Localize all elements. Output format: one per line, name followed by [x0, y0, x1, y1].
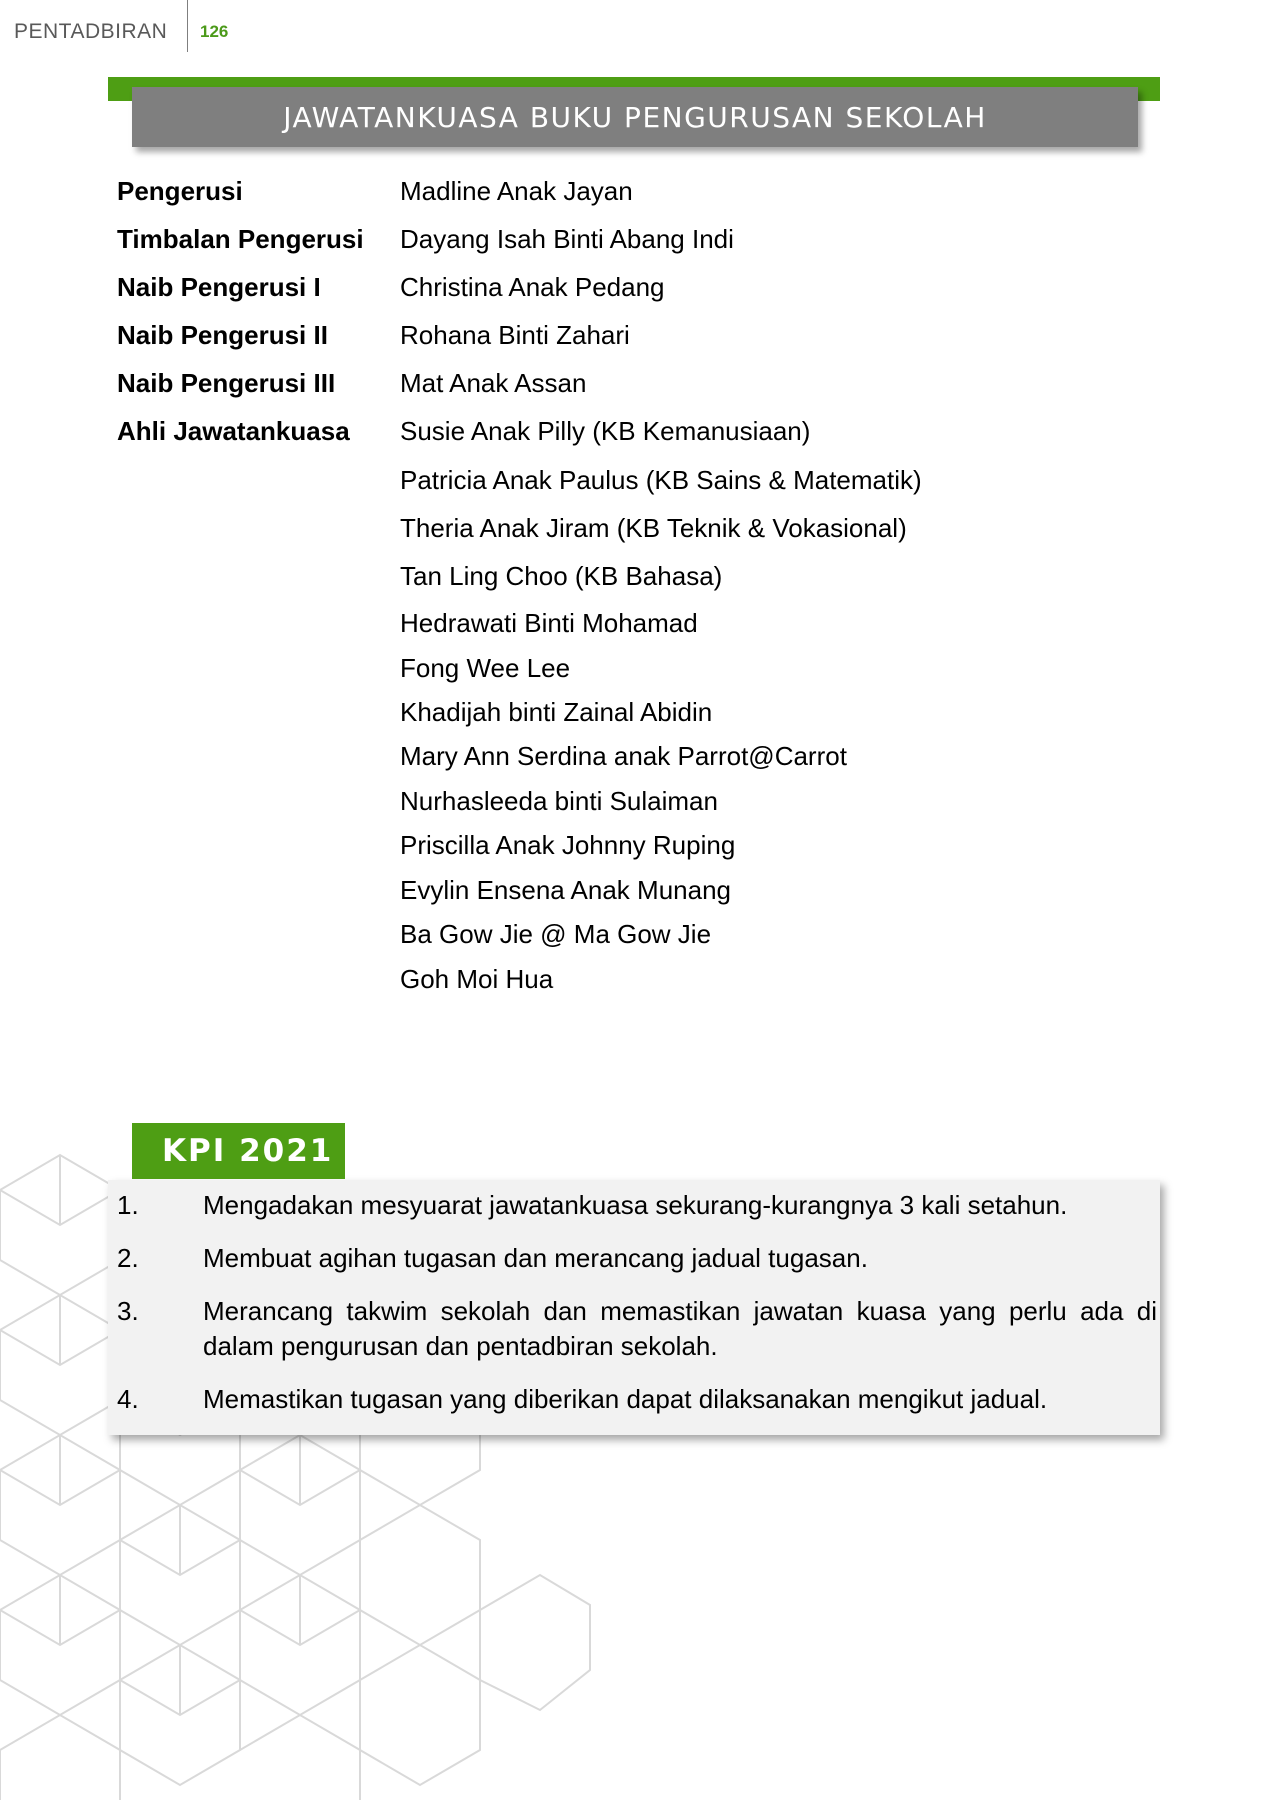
- kpi-number: 1.: [117, 1190, 139, 1220]
- committee-row: [117, 368, 1157, 416]
- member-name: Evylin Ensena Anak Munang: [400, 875, 731, 905]
- member-names: [400, 368, 1157, 416]
- member-names: [400, 176, 1157, 224]
- member-name: Goh Moi Hua: [400, 964, 554, 994]
- kpi-number: 4.: [117, 1384, 139, 1414]
- member-name: Patricia Anak Paulus (KB Sains & Matematik): [400, 465, 922, 495]
- kpi-number: 3.: [117, 1296, 139, 1326]
- kpi-item: [117, 1294, 1157, 1364]
- member-name: Susie Anak Pilly (KB Kemanusiaan): [400, 416, 811, 446]
- role-label: Naib Pengerusi II: [117, 320, 328, 350]
- member-names: [400, 320, 1157, 368]
- role-label: Ahli Jawatankuasa: [117, 416, 350, 446]
- member-name: Mary Ann Serdina anak Parrot@Carrot: [400, 741, 847, 771]
- kpi-item: [117, 1188, 1157, 1223]
- member-name: Hedrawati Binti Mohamad: [400, 608, 698, 638]
- kpi-list: [117, 1188, 1157, 1435]
- role-label: Timbalan Pengerusi: [117, 224, 364, 254]
- member-name: Fong Wee Lee: [400, 653, 571, 683]
- member-name: Priscilla Anak Johnny Ruping: [400, 830, 736, 860]
- member-name: Christina Anak Pedang: [400, 272, 665, 302]
- committee-row: [117, 320, 1157, 368]
- member-name: Mat Anak Assan: [400, 368, 587, 398]
- member-names: [400, 224, 1157, 272]
- committee-row: [117, 272, 1157, 320]
- kpi-text: Membuat agihan tugasan dan merancang jadual tugasan.: [203, 1243, 868, 1273]
- committee-row: [117, 416, 1157, 1008]
- kpi-item: [117, 1241, 1157, 1276]
- role-label: Naib Pengerusi I: [117, 272, 321, 302]
- section-name: PENTADBIRAN: [14, 20, 168, 43]
- kpi-text: Merancang takwim sekolah dan memastikan jawatan kuasa yang perlu ada di dalam pengurusan dan pentadbiran sekolah.: [203, 1296, 1157, 1361]
- kpi-tab: [132, 1123, 345, 1179]
- kpi-item: [117, 1382, 1157, 1417]
- header-divider: [187, 0, 188, 52]
- member-names: [400, 416, 1157, 1008]
- role-label: Naib Pengerusi III: [117, 368, 336, 398]
- member-name: Tan Ling Choo (KB Bahasa): [400, 561, 723, 591]
- member-name: Ba Gow Jie @ Ma Gow Jie: [400, 919, 712, 949]
- kpi-title: KPI 2021: [162, 1133, 334, 1169]
- member-name: Theria Anak Jiram (KB Teknik & Vokasional): [400, 513, 907, 543]
- committee-row: [117, 224, 1157, 272]
- committee-list: [117, 176, 1157, 1008]
- member-names: [400, 272, 1157, 320]
- page-number: 126: [200, 22, 229, 41]
- member-name: Khadijah binti Zainal Abidin: [400, 697, 713, 727]
- page-header: [0, 0, 400, 52]
- member-name: Nurhasleeda binti Sulaiman: [400, 786, 718, 816]
- kpi-text: Memastikan tugasan yang diberikan dapat dilaksanakan mengikut jadual.: [203, 1384, 1048, 1414]
- kpi-number: 2.: [117, 1243, 139, 1273]
- role-label: Pengerusi: [117, 176, 243, 206]
- kpi-text: Mengadakan mesyuarat jawatankuasa sekurang-kurangnya 3 kali setahun.: [203, 1190, 1068, 1220]
- member-name: Rohana Binti Zahari: [400, 320, 630, 350]
- member-name: Dayang Isah Binti Abang Indi: [400, 224, 734, 254]
- title-banner: [132, 87, 1138, 147]
- page-title: JAWATANKUASA BUKU PENGURUSAN SEKOLAH: [283, 100, 987, 134]
- committee-row: [117, 176, 1157, 224]
- member-name: Madline Anak Jayan: [400, 176, 633, 206]
